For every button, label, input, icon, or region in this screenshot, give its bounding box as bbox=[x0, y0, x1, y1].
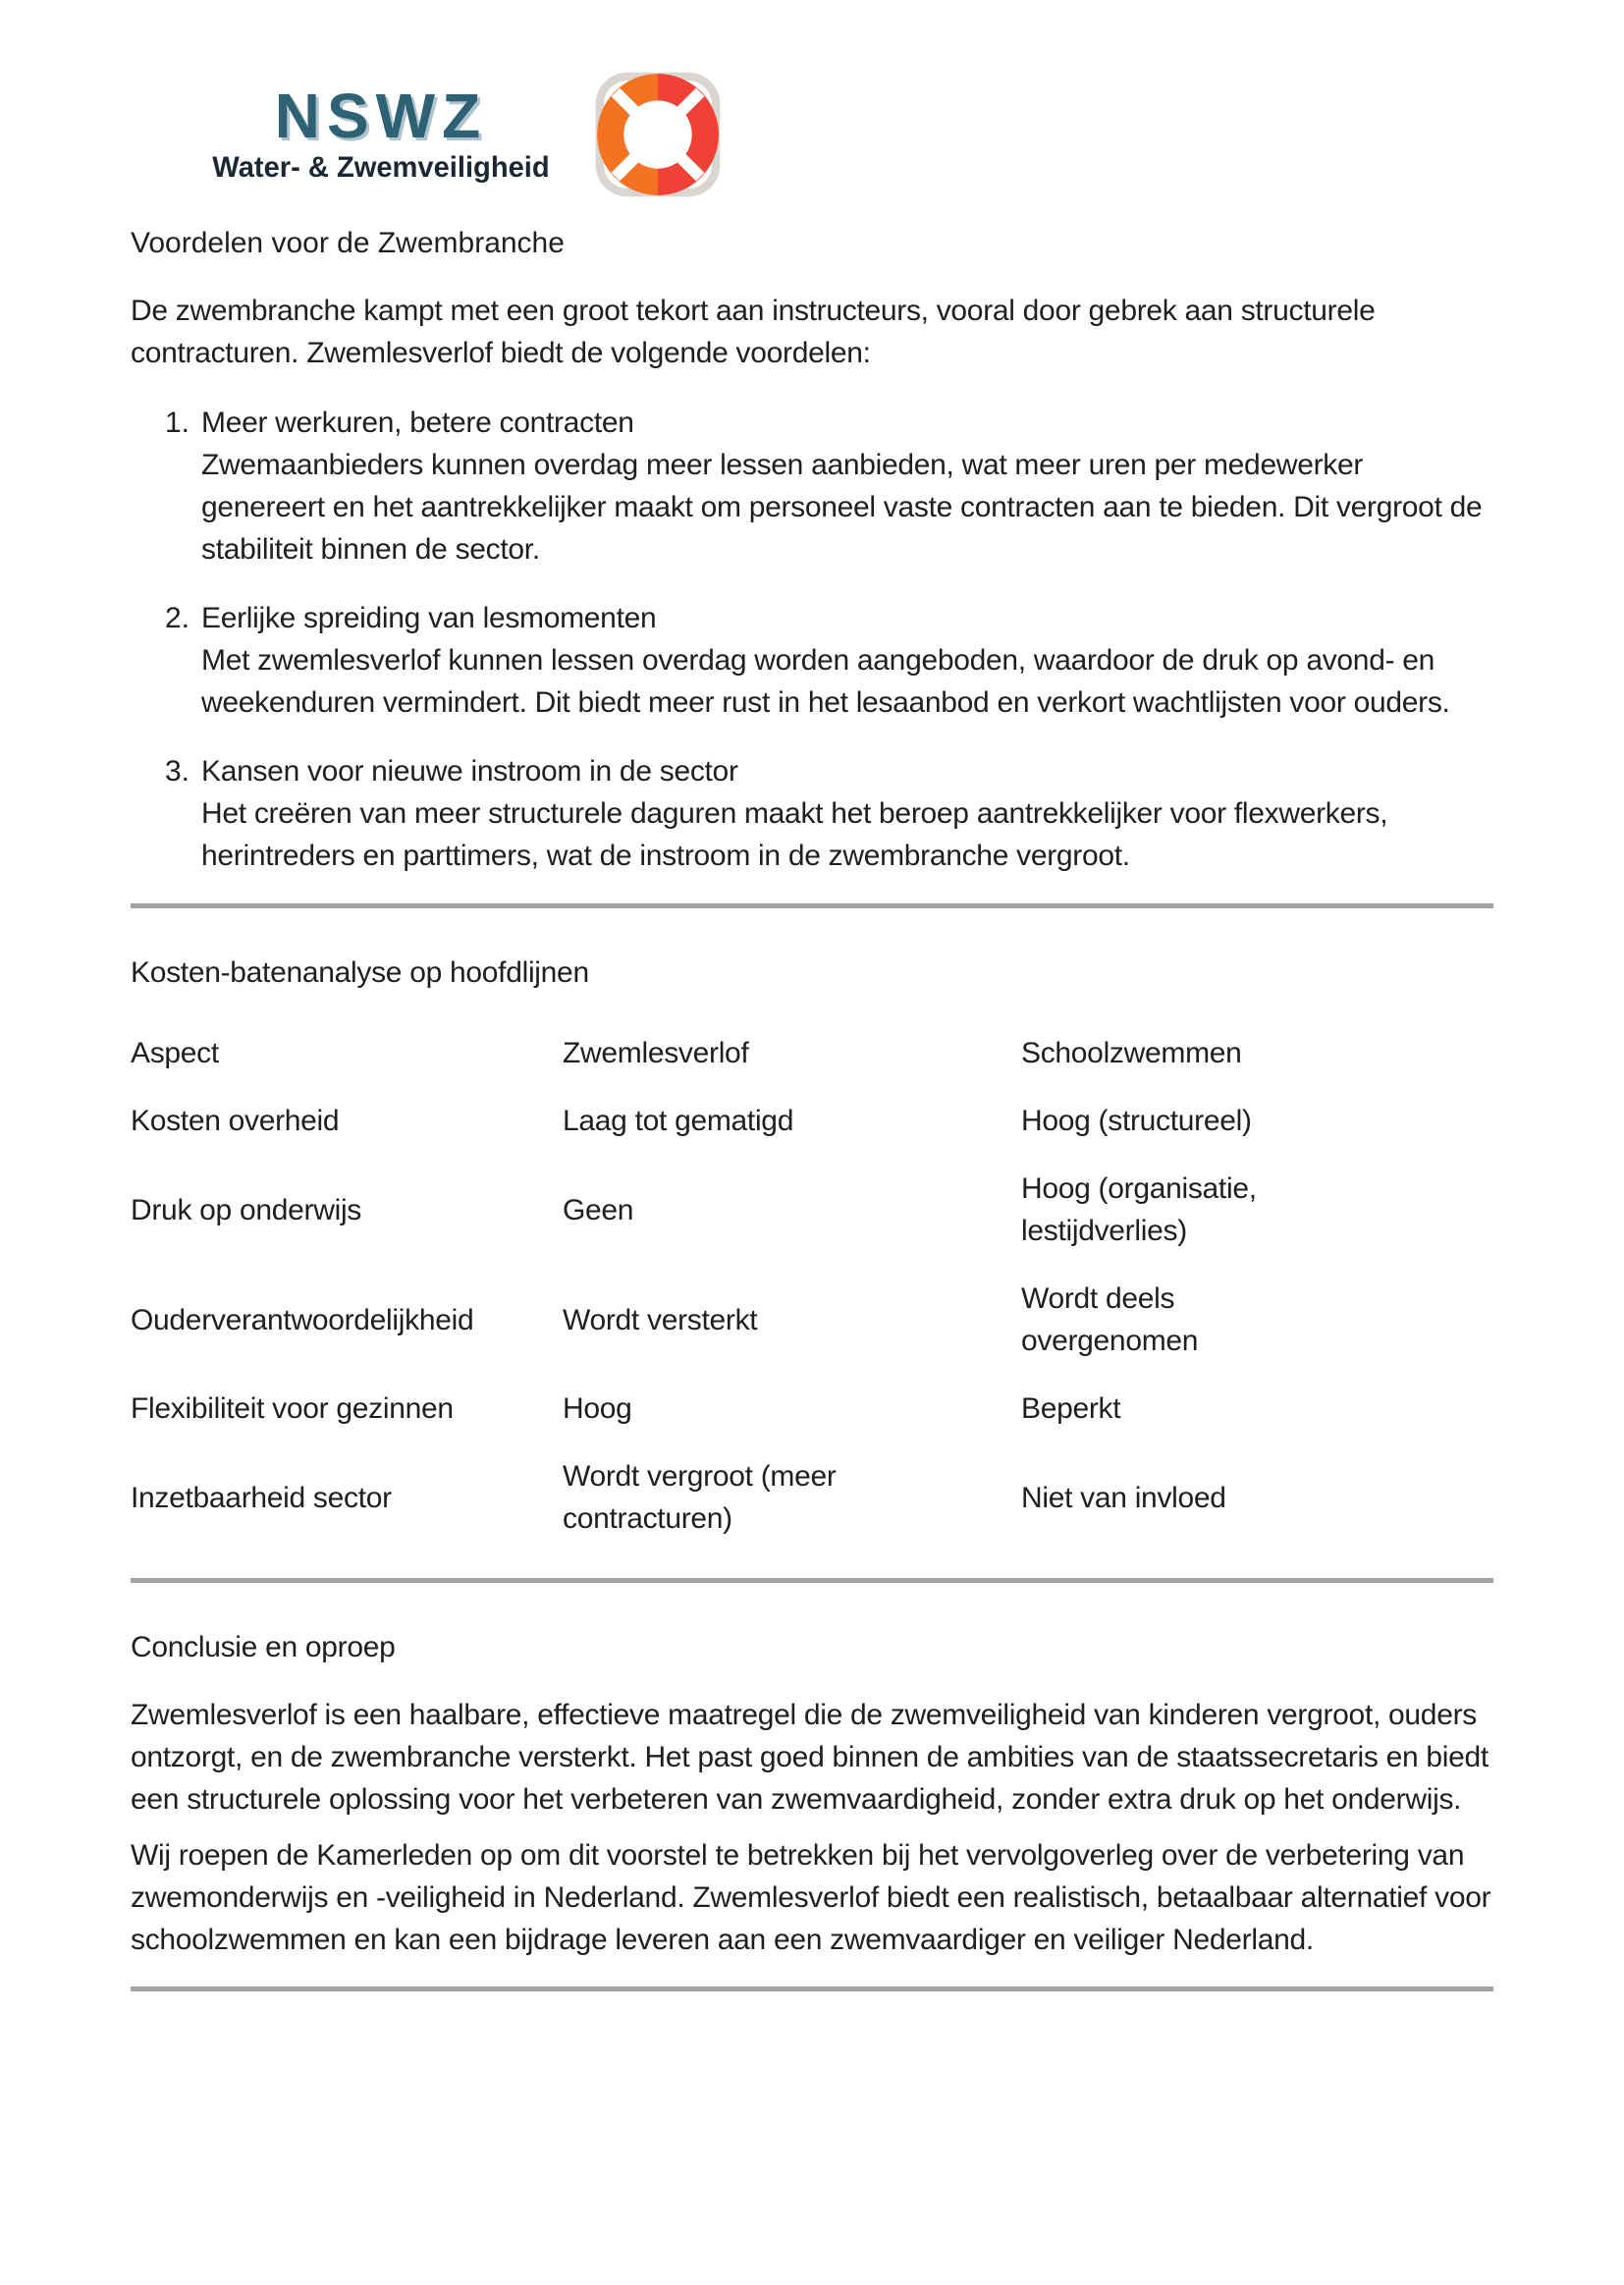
table-cell: Kosten overheid bbox=[131, 1105, 340, 1137]
list-item bbox=[131, 402, 1493, 571]
table-cell: Wordt vergroot (meer contracturen) bbox=[563, 1460, 837, 1535]
conclusion-heading: Conclusie en oproep bbox=[131, 1631, 396, 1663]
benefit-heading: Eerlijke spreiding van lesmomenten bbox=[201, 602, 657, 634]
analysis-heading: Kosten-batenanalyse op hoofdlijnen bbox=[131, 956, 589, 989]
table-cell: Hoog (structureel) bbox=[1021, 1105, 1252, 1137]
table-cell: Inzetbaarheid sector bbox=[131, 1481, 392, 1514]
intro-paragraph: De zwembranche kampt met een groot tekort aan instructeurs, vooral door gebrek aan structurele contracturen. Zwemlesverlof biedt de volgende voordelen: bbox=[131, 295, 1376, 369]
table-row bbox=[131, 1375, 1493, 1442]
conclusion-paragraph: Zwemlesverlof is een haalbare, effectieve maatregel die de zwemveiligheid van kinderen vergroot, ouders ontzorgt, en de zwembranche versterkt. Het past goed binnen de ambities van de staatssecretaris en biedt een structurele oplossing voor het verbeteren van zwemvaardigheid, zonder extra druk op het onderwijs. bbox=[131, 1699, 1489, 1816]
logo-text bbox=[207, 83, 555, 185]
section-divider bbox=[131, 1578, 1493, 1583]
table-cell: Wordt versterkt bbox=[563, 1303, 758, 1336]
table-cell: Hoog (organisatie, lestijdverlies) bbox=[1021, 1172, 1257, 1247]
cost-benefit-table bbox=[131, 1019, 1493, 1552]
benefits-list bbox=[131, 402, 1493, 877]
table-cell: Laag tot gematigd bbox=[563, 1105, 794, 1137]
table-row bbox=[131, 1087, 1493, 1155]
table-cell: Druk op onderwijs bbox=[131, 1193, 362, 1226]
page-title: Voordelen voor de Zwembranche bbox=[131, 227, 565, 259]
table-row bbox=[131, 1155, 1493, 1265]
table-cell: Niet van invloed bbox=[1021, 1481, 1226, 1514]
table-row bbox=[131, 1265, 1493, 1375]
section-divider bbox=[131, 1986, 1493, 1991]
benefit-number: 3. bbox=[165, 755, 190, 788]
benefit-number: 2. bbox=[165, 602, 190, 634]
logo-brand: NSWZ bbox=[274, 81, 488, 152]
logo-tagline: Water- & Zwemveiligheid bbox=[212, 150, 550, 184]
table-cell: Beperkt bbox=[1021, 1392, 1121, 1425]
benefit-heading: Meer werkuren, betere contracten bbox=[201, 407, 634, 439]
benefit-body: Met zwemlesverlof kunnen lessen overdag worden aangeboden, waardoor de druk op avond- en weekenduren vermindert. Dit biedt meer rust in het lesaanbod en verkort wachtlijsten voor ouders. bbox=[201, 644, 1450, 719]
logo bbox=[207, 61, 1493, 208]
table-cell: Flexibiliteit voor gezinnen bbox=[131, 1392, 454, 1425]
table-cell: Wordt deels overgenomen bbox=[1021, 1282, 1199, 1357]
conclusion-section bbox=[131, 1626, 1493, 1961]
benefit-number: 1. bbox=[165, 407, 190, 439]
table-cell: Hoog bbox=[563, 1392, 632, 1425]
table-cell: Ouderverantwoordelijkheid bbox=[131, 1303, 474, 1336]
benefit-body: Zwemaanbieders kunnen overdag meer lessen aanbieden, wat meer uren per medewerker genereert en het aantrekkelijker maakt om personeel vaste contracten aan te bieden. Dit vergroot de stabiliteit binnen de sector. bbox=[201, 449, 1483, 566]
conclusion-paragraph: Wij roepen de Kamerleden op om dit voorstel te betrekken bij het vervolgoverleg over de verbetering van zwemonderwijs en -veiligheid in Nederland. Zwemlesverlof biedt een realistisch, betaalbaar alternatief voor schoolzwemmen en kan een bijdrage leveren aan een zwemvaardiger en veiliger Nederland. bbox=[131, 1839, 1491, 1956]
list-item bbox=[131, 597, 1493, 724]
list-item bbox=[131, 750, 1493, 877]
lifebuoy-icon bbox=[580, 61, 735, 208]
benefit-body: Het creëren van meer structurele daguren maakt het beroep aantrekkelijker voor flexwerkers, herintreders en parttimers, wat de instroom in de zwembranche vergroot. bbox=[201, 797, 1388, 872]
column-header: Aspect bbox=[131, 1037, 219, 1069]
benefit-heading: Kansen voor nieuwe instroom in de sector bbox=[201, 755, 738, 788]
table-cell: Geen bbox=[563, 1193, 634, 1226]
column-header: Zwemlesverlof bbox=[563, 1037, 749, 1069]
table-row bbox=[131, 1442, 1493, 1552]
column-header: Schoolzwemmen bbox=[1021, 1037, 1242, 1069]
section-divider bbox=[131, 903, 1493, 908]
table-header-row bbox=[131, 1019, 1493, 1087]
